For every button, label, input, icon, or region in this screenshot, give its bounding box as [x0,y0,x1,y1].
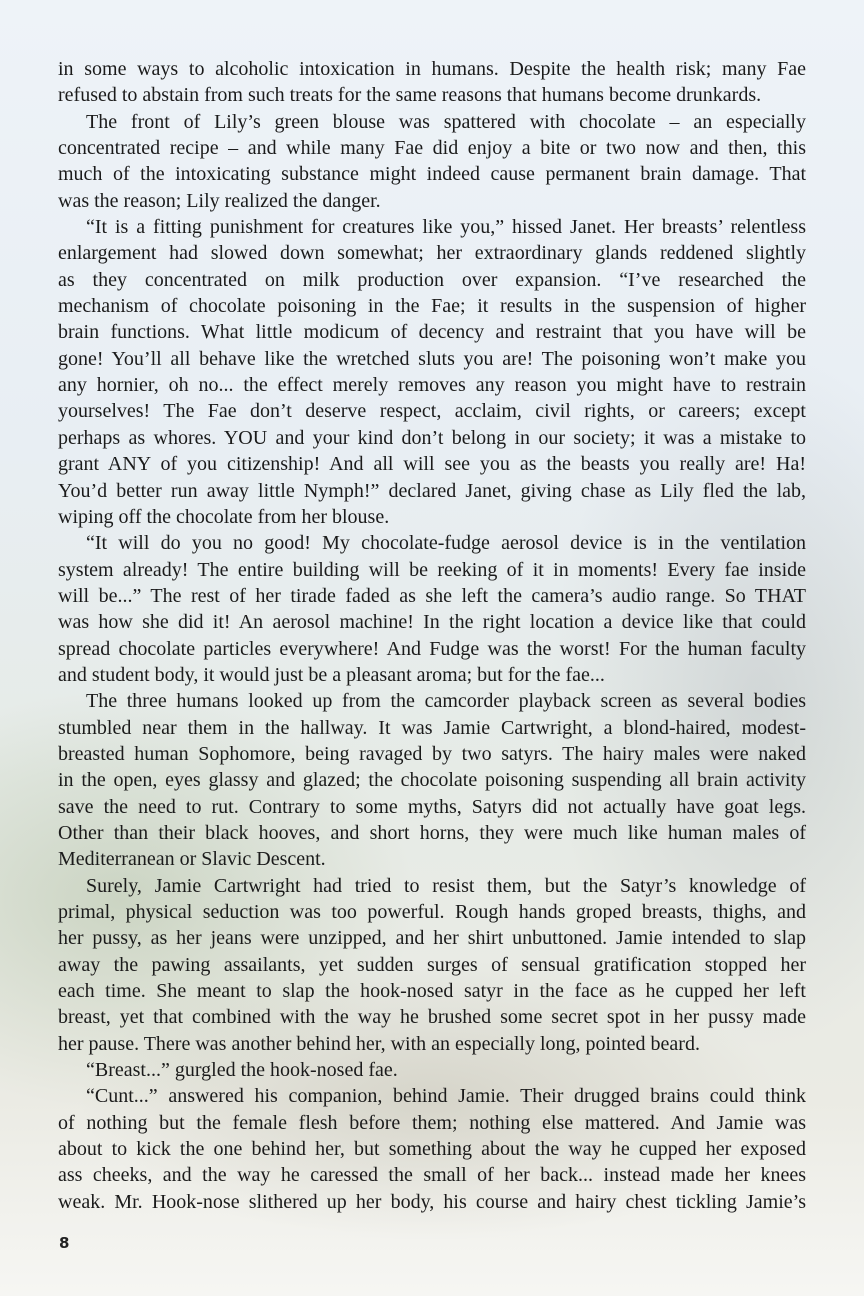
text-line: You’d better run away little Nymph!” declared Janet, giving chase as Lily fled the lab, [58,479,806,502]
text-line: was the reason; Lily realized the danger. [58,189,381,212]
text-line: as they concentrated on milk production over expansion. “I’ve researched the [58,268,806,291]
text-line: will be...” The rest of her tirade faded as she left the camera’s audio range. So THAT [58,584,806,607]
text-line: perhaps as whores. YOU and your kind don’t belong in our society; it was a mistake to [58,426,806,449]
paragraph [58,530,806,688]
paragraph [58,1057,806,1083]
text-line: in the open, eyes glassy and glazed; the chocolate poisoning suspending all brain activity [58,769,806,792]
text-line: and student body, it would just be a pleasant aroma; but for the fae... [58,663,605,686]
text-line: of nothing but the female flesh before them; nothing else mattered. And Jamie was [58,1111,806,1134]
text-line: Surely, Jamie Cartwright had tried to resist them, but the Satyr’s knowledge of [86,874,806,897]
text-line: “Cunt...” answered his companion, behind Jamie. Their drugged brains could think [86,1085,806,1108]
text-line: wiping off the chocolate from her blouse. [58,505,390,528]
text-line: weak. Mr. Hook-nose slithered up her body, his course and hairy chest tickling Jamie’s [58,1190,806,1213]
text-line: brain functions. What little modicum of decency and restraint that you have will be [58,321,806,344]
text-line: any hornier, oh no... the effect merely removes any reason you might have to restrain [58,374,806,397]
text-line: her pussy, as her jeans were unzipped, and her shirt unbuttoned. Jamie intended to slap [58,927,806,950]
text-line: The three humans looked up from the camcorder playback screen as several bodies [86,690,806,713]
text-line: much of the intoxicating substance might indeed cause permanent brain damage. That [58,163,806,186]
paragraph [58,873,806,1057]
text-line: each time. She meant to slap the hook-nosed satyr in the face as he cupped her left [58,980,806,1003]
page-number: 8 [59,1234,70,1252]
text-line: refused to abstain from such treats for the same reasons that humans become drunkards. [58,84,762,107]
paragraph [58,1083,806,1215]
text-line: about to kick the one behind her, but something about the way he cupped her exposed [58,1138,806,1161]
text-line: her pause. There was another behind her, with an especially long, pointed beard. [58,1032,700,1055]
text-line: The front of Lily’s green blouse was spattered with chocolate – an especially [86,110,806,133]
body-text [58,56,806,1215]
text-line: system already! The entire building will be reeking of it in moments! Every fae inside [58,558,806,581]
text-line: “Breast...” gurgled the hook-nosed fae. [86,1059,398,1082]
text-line: was how she did it! An aerosol machine! In the right location a device like that could [58,611,806,634]
text-line: enlargement had slowed down somewhat; her extraordinary glands reddened slightly [58,242,806,265]
text-line: breast, yet that combined with the way he brushed some secret spot in her pussy made [58,1006,806,1029]
text-line: “It is a fitting punishment for creatures like you,” hissed Janet. Her breasts’ relentless [86,216,806,239]
text-line: in some ways to alcoholic intoxication in humans. Despite the health risk; many Fae [58,58,806,80]
text-line: save the need to rut. Contrary to some myths, Satyrs did not actually have goat legs. [58,795,806,818]
text-line: yourselves! The Fae don’t deserve respect, acclaim, civil rights, or careers; except [58,400,806,423]
text-line: gone! You’ll all behave like the wretched sluts you are! The poisoning won’t make you [58,347,806,370]
text-line: mechanism of chocolate poisoning in the Fae; it results in the suspension of higher [58,295,806,318]
text-line: away the pawing assailants, yet sudden surges of sensual gratification stopped her [58,953,806,976]
text-line: Mediterranean or Slavic Descent. [58,848,326,871]
text-line: concentrated recipe – and while many Fae did enjoy a bite or two now and then, this [58,137,806,160]
text-line: spread chocolate particles everywhere! And Fudge was the worst! For the human faculty [58,637,806,660]
paragraph [58,109,806,214]
text-line: Other than their black hooves, and short horns, they were much like human males of [58,821,806,844]
text-line: grant ANY of you citizenship! And all will see you as the beasts you really are! Ha! [58,453,806,476]
text-line: stumbled near them in the hallway. It was Jamie Cartwright, a blond-haired, modest- [58,716,806,739]
text-line: breasted human Sophomore, being ravaged by two satyrs. The hairy males were naked [58,742,806,765]
text-line: ass cheeks, and the way he caressed the small of her back... instead made her knees [58,1164,806,1187]
paragraph [58,214,806,530]
text-line: primal, physical seduction was too powerful. Rough hands groped breasts, thighs, and [58,901,806,923]
paragraph [58,688,806,872]
paragraph [58,56,806,109]
text-line: “It will do you no good! My chocolate-fudge aerosol device is in the ventilation [86,532,806,555]
